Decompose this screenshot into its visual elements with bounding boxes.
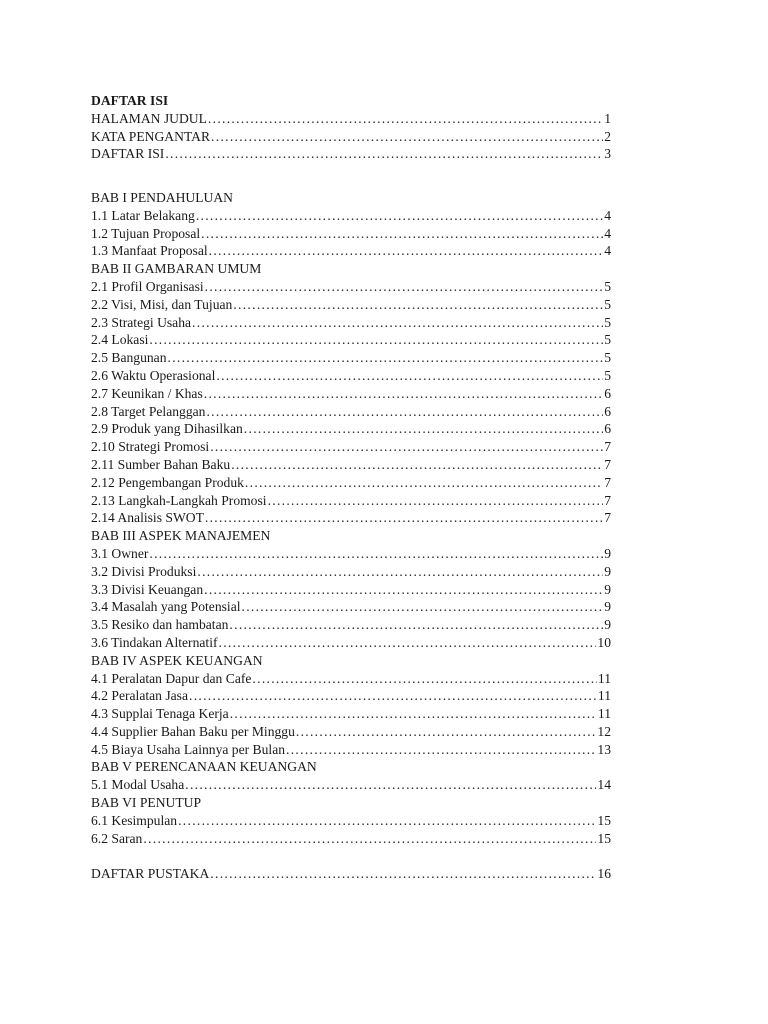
toc-entry-label: 2.4 Lokasi bbox=[91, 332, 149, 348]
table-of-contents bbox=[91, 92, 611, 883]
toc-entry-label: 3.1 Owner bbox=[91, 545, 149, 561]
dot-leader bbox=[210, 438, 603, 456]
toc-entry-page: 7 bbox=[604, 456, 611, 472]
toc-entry-label: 2.5 Bangunan bbox=[91, 350, 167, 366]
toc-entry-label: 2.7 Keunikan / Khas bbox=[91, 385, 203, 401]
chapters bbox=[91, 189, 611, 847]
chapter-heading: BAB II GAMBARAN UMUM bbox=[91, 261, 262, 277]
toc-entry bbox=[91, 420, 611, 438]
toc-entry-page: 2 bbox=[604, 128, 611, 144]
dot-leader bbox=[231, 456, 603, 474]
chapter-heading: BAB IV ASPEK KEUANGAN bbox=[91, 652, 263, 668]
toc-entry-page: 10 bbox=[597, 634, 611, 650]
toc-entry-label: DAFTAR ISI bbox=[91, 146, 165, 162]
toc-entry-page: 11 bbox=[597, 670, 611, 686]
toc-entry-label: 4.2 Peralatan Jasa bbox=[91, 688, 189, 704]
dot-leader bbox=[204, 385, 603, 403]
toc-entry-page: 4 bbox=[604, 207, 611, 223]
toc-entry-label: 2.8 Target Pelanggan bbox=[91, 403, 206, 419]
toc-entry bbox=[91, 207, 611, 225]
toc-entry bbox=[91, 865, 611, 883]
toc-entry-label: 5.1 Modal Usaha bbox=[91, 777, 185, 793]
toc-entry bbox=[91, 367, 611, 385]
toc-entry-label: KATA PENGANTAR bbox=[91, 128, 211, 144]
toc-entry-label: 6.2 Saran bbox=[91, 830, 143, 846]
toc-entry-label: 3.3 Divisi Keuangan bbox=[91, 581, 204, 597]
spacer bbox=[91, 847, 611, 865]
toc-entry-label: 3.2 Divisi Produksi bbox=[91, 563, 197, 579]
toc-entry bbox=[91, 598, 611, 616]
dot-leader bbox=[296, 723, 597, 741]
dot-leader bbox=[252, 670, 596, 688]
toc-entry-label: DAFTAR PUSTAKA bbox=[91, 866, 210, 882]
toc-entry bbox=[91, 616, 611, 634]
toc-entry-label: 2.1 Profil Organisasi bbox=[91, 278, 204, 294]
toc-entry-page: 9 bbox=[604, 617, 611, 633]
toc-entry-label: 2.12 Pengembangan Produk bbox=[91, 474, 244, 490]
dot-leader bbox=[211, 128, 603, 146]
dot-leader bbox=[204, 581, 603, 599]
toc-entry-page: 11 bbox=[597, 688, 611, 704]
toc-entry-label: 2.3 Strategi Usaha bbox=[91, 314, 192, 330]
toc-entry-label: 4.5 Biaya Usaha Lainnya per Bulan bbox=[91, 741, 286, 757]
dot-leader bbox=[245, 474, 603, 492]
toc-entry-page: 5 bbox=[604, 350, 611, 366]
dot-leader bbox=[268, 492, 604, 510]
dot-leader bbox=[189, 687, 597, 705]
dot-leader bbox=[149, 545, 603, 563]
toc-entry bbox=[91, 830, 611, 848]
dot-leader bbox=[210, 865, 596, 883]
dot-leader bbox=[219, 634, 597, 652]
toc-entry-page: 13 bbox=[597, 741, 611, 757]
dot-leader bbox=[178, 812, 596, 830]
toc-entry-label: 3.5 Resiko dan hambatan bbox=[91, 617, 229, 633]
toc-entry-page: 6 bbox=[604, 421, 611, 437]
toc-entry-label: 1.2 Tujuan Proposal bbox=[91, 225, 201, 241]
toc-entry-page: 7 bbox=[604, 439, 611, 455]
back-matter bbox=[91, 865, 611, 883]
toc-entry bbox=[91, 723, 611, 741]
dot-leader bbox=[197, 563, 603, 581]
dot-leader bbox=[165, 145, 603, 163]
toc-entry bbox=[91, 563, 611, 581]
toc-entry bbox=[91, 314, 611, 332]
spacer bbox=[91, 163, 611, 181]
dot-leader bbox=[229, 616, 603, 634]
dot-leader bbox=[168, 349, 604, 367]
toc-entry-page: 7 bbox=[604, 492, 611, 508]
toc-entry bbox=[91, 687, 611, 705]
toc-entry-page: 5 bbox=[604, 278, 611, 294]
toc-entry-label: 2.9 Produk yang Dihasilkan bbox=[91, 421, 243, 437]
toc-entry-page: 9 bbox=[604, 599, 611, 615]
toc-entry-label: 2.10 Strategi Promosi bbox=[91, 439, 210, 455]
toc-entry bbox=[91, 242, 611, 260]
toc-entry-page: 3 bbox=[604, 146, 611, 162]
front-matter bbox=[91, 110, 611, 163]
dot-leader bbox=[208, 110, 603, 128]
spacer bbox=[91, 181, 611, 189]
toc-title: DAFTAR ISI bbox=[91, 93, 169, 108]
toc-entry-label: 2.13 Langkah-Langkah Promosi bbox=[91, 492, 267, 508]
chapter-heading: BAB VI PENUTUP bbox=[91, 795, 202, 811]
toc-entry-page: 1 bbox=[604, 110, 611, 126]
toc-entry bbox=[91, 145, 611, 163]
toc-entry bbox=[91, 776, 611, 794]
toc-entry bbox=[91, 456, 611, 474]
dot-leader bbox=[230, 705, 597, 723]
toc-entry bbox=[91, 741, 611, 759]
toc-entry-label: 4.4 Supplier Bahan Baku per Minggu bbox=[91, 723, 295, 739]
dot-leader bbox=[143, 830, 596, 848]
toc-entry-page: 7 bbox=[604, 474, 611, 490]
toc-entry bbox=[91, 812, 611, 830]
toc-entry-page: 9 bbox=[604, 563, 611, 579]
toc-entry bbox=[91, 634, 611, 652]
dot-leader bbox=[196, 207, 603, 225]
chapter-heading: BAB III ASPEK MANAJEMEN bbox=[91, 528, 271, 544]
toc-entry-page: 15 bbox=[597, 812, 611, 828]
chapter-heading: BAB V PERENCANAAN KEUANGAN bbox=[91, 759, 317, 775]
dot-leader bbox=[242, 598, 604, 616]
toc-entry-label: 1.3 Manfaat Proposal bbox=[91, 243, 208, 259]
toc-entry bbox=[91, 509, 611, 527]
dot-leader bbox=[206, 403, 603, 421]
toc-entry bbox=[91, 403, 611, 421]
toc-entry bbox=[91, 225, 611, 243]
toc-entry bbox=[91, 110, 611, 128]
toc-entry-label: 3.6 Tindakan Alternatif bbox=[91, 634, 218, 650]
toc-entry bbox=[91, 581, 611, 599]
toc-entry-page: 14 bbox=[597, 777, 611, 793]
toc-entry bbox=[91, 128, 611, 146]
toc-entry-label: 1.1 Latar Belakang bbox=[91, 207, 195, 223]
toc-entry-page: 12 bbox=[597, 723, 611, 739]
dot-leader bbox=[209, 242, 604, 260]
toc-entry-label: 6.1 Kesimpulan bbox=[91, 812, 178, 828]
toc-entry-label: 2.11 Sumber Bahan Baku bbox=[91, 456, 231, 472]
toc-entry-label: 2.14 Analisis SWOT bbox=[91, 510, 204, 526]
toc-entry-page: 5 bbox=[604, 332, 611, 348]
toc-entry-label: 3.4 Masalah yang Potensial bbox=[91, 599, 241, 615]
toc-entry-page: 11 bbox=[597, 706, 611, 722]
chapter-heading: BAB I PENDAHULUAN bbox=[91, 189, 233, 205]
toc-entry-page: 5 bbox=[604, 314, 611, 330]
toc-entry-page: 5 bbox=[604, 296, 611, 312]
dot-leader bbox=[205, 509, 603, 527]
toc-entry bbox=[91, 438, 611, 456]
toc-entry bbox=[91, 545, 611, 563]
toc-entry bbox=[91, 331, 611, 349]
toc-entry-label: 2.2 Visi, Misi, dan Tujuan bbox=[91, 296, 233, 312]
toc-entry-label: 4.1 Peralatan Dapur dan Cafe bbox=[91, 670, 252, 686]
toc-entry-page: 15 bbox=[597, 830, 611, 846]
dot-leader bbox=[205, 278, 604, 296]
toc-entry bbox=[91, 296, 611, 314]
dot-leader bbox=[244, 420, 603, 438]
toc-entry-label: 4.3 Supplai Tenaga Kerja bbox=[91, 706, 229, 722]
dot-leader bbox=[149, 331, 603, 349]
toc-entry-page: 4 bbox=[604, 243, 611, 259]
toc-entry-page: 16 bbox=[597, 866, 611, 882]
toc-entry bbox=[91, 349, 611, 367]
toc-entry-page: 7 bbox=[604, 510, 611, 526]
toc-entry-label: HALAMAN JUDUL bbox=[91, 110, 207, 126]
toc-entry-page: 4 bbox=[604, 225, 611, 241]
toc-entry-page: 9 bbox=[604, 545, 611, 561]
toc-entry-page: 9 bbox=[604, 581, 611, 597]
dot-leader bbox=[185, 776, 596, 794]
toc-entry bbox=[91, 670, 611, 688]
toc-entry-page: 6 bbox=[604, 403, 611, 419]
dot-leader bbox=[286, 741, 596, 759]
toc-entry bbox=[91, 385, 611, 403]
toc-entry-page: 5 bbox=[604, 367, 611, 383]
toc-entry bbox=[91, 278, 611, 296]
toc-entry-label: 2.6 Waktu Operasional bbox=[91, 367, 216, 383]
toc-entry bbox=[91, 705, 611, 723]
dot-leader bbox=[233, 296, 603, 314]
dot-leader bbox=[216, 367, 603, 385]
dot-leader bbox=[192, 314, 603, 332]
toc-entry bbox=[91, 474, 611, 492]
toc-entry-page: 6 bbox=[604, 385, 611, 401]
dot-leader bbox=[201, 225, 603, 243]
toc-entry bbox=[91, 492, 611, 510]
